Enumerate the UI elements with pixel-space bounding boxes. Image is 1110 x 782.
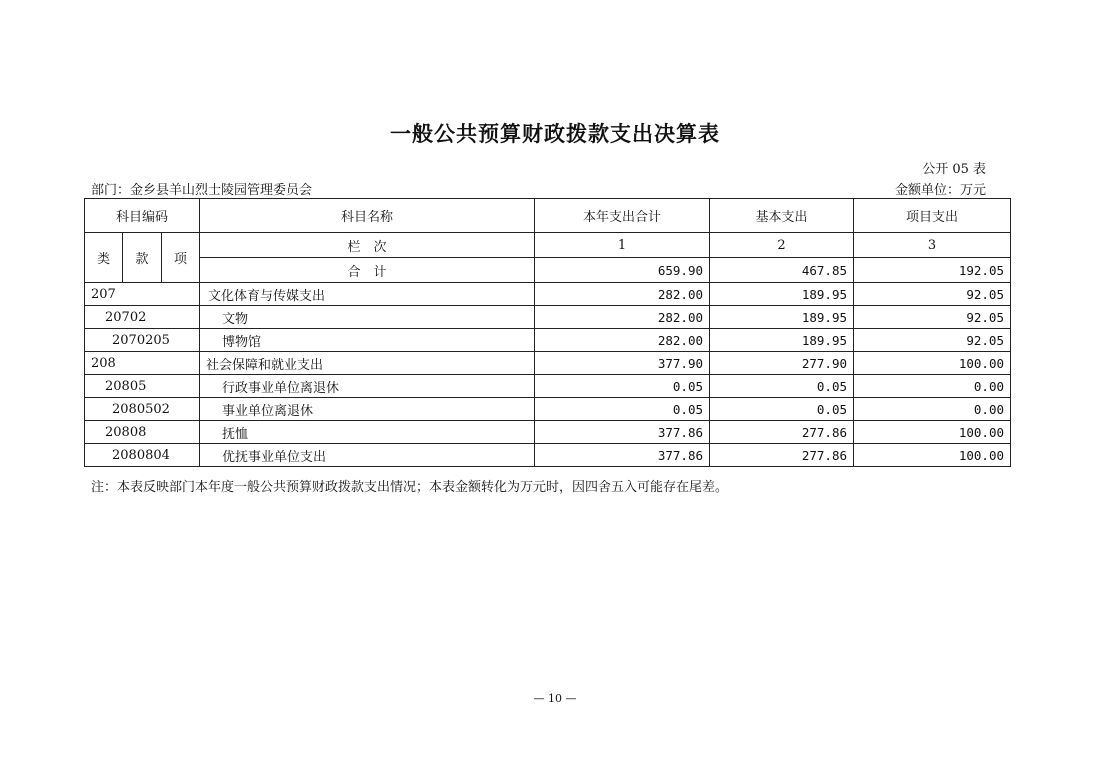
page-title: 一般公共预算财政拨款支出决算表 (390, 121, 720, 146)
row-code: 208 (85, 352, 200, 375)
row-project: 92.05 (854, 306, 1011, 329)
form-number: 公开 05 表 (922, 162, 986, 177)
row-basic: 277.90 (710, 352, 854, 375)
row-total: 377.86 (535, 444, 710, 467)
table-row (85, 352, 1011, 375)
table-row (85, 306, 1011, 329)
row-basic: 0.05 (710, 398, 854, 421)
row-code: 207 (85, 283, 200, 306)
row-code: 20805 (85, 375, 200, 398)
col-index-1: 1 (535, 233, 710, 258)
row-name: 社会保障和就业支出 (200, 352, 535, 375)
subject-code-header: 科目编码 (85, 199, 200, 233)
lei-header: 类 (85, 233, 123, 283)
row-code: 20808 (85, 421, 200, 444)
row-total: 282.00 (535, 329, 710, 352)
row-project: 0.00 (854, 375, 1011, 398)
table-row (85, 444, 1011, 467)
sum-basic: 467.85 (710, 258, 854, 283)
total-header: 本年支出合计 (535, 199, 710, 233)
col-index-2: 2 (710, 233, 854, 258)
row-total: 377.86 (535, 421, 710, 444)
row-project: 92.05 (854, 283, 1011, 306)
row-name: 博物馆 (200, 329, 535, 352)
row-basic: 189.95 (710, 306, 854, 329)
row-code: 2080804 (85, 444, 200, 467)
row-project: 100.00 (854, 444, 1011, 467)
row-basic: 189.95 (710, 283, 854, 306)
row-name: 行政事业单位离退休 (200, 375, 535, 398)
row-code: 2070205 (85, 329, 200, 352)
row-name: 文物 (200, 306, 535, 329)
sum-total: 659.90 (535, 258, 710, 283)
row-project: 0.00 (854, 398, 1011, 421)
row-code: 2080502 (85, 398, 200, 421)
row-name: 优抚事业单位支出 (200, 444, 535, 467)
row-project: 100.00 (854, 421, 1011, 444)
row-name: 事业单位离退休 (200, 398, 535, 421)
row-basic: 0.05 (710, 375, 854, 398)
row-basic: 189.95 (710, 329, 854, 352)
page-number: — 10 — (533, 692, 577, 705)
unit-label: 金额单位：万元 (894, 183, 986, 198)
table-row (85, 375, 1011, 398)
header-row (85, 199, 1011, 233)
project-header: 项目支出 (854, 199, 1011, 233)
basic-header: 基本支出 (710, 199, 854, 233)
table-row (85, 329, 1011, 352)
row-total: 282.00 (535, 283, 710, 306)
row-total: 0.05 (535, 398, 710, 421)
row-name: 抚恤 (200, 421, 535, 444)
kuan-header: 款 (123, 233, 162, 283)
department-label: 部门：金乡县羊山烈士陵园管理委员会 (91, 183, 313, 198)
table-row (85, 421, 1011, 444)
row-basic: 277.86 (710, 444, 854, 467)
col-index-3: 3 (854, 233, 1011, 258)
row-total: 377.90 (535, 352, 710, 375)
sum-label: 合 计 (200, 258, 535, 283)
row-basic: 277.86 (710, 421, 854, 444)
row-project: 92.05 (854, 329, 1011, 352)
subject-name-header: 科目名称 (200, 199, 535, 233)
row-total: 0.05 (535, 375, 710, 398)
sum-row (85, 258, 1011, 283)
row-total: 282.00 (535, 306, 710, 329)
sum-project: 192.05 (854, 258, 1011, 283)
row-name: 文化体育与传媒支出 (200, 283, 535, 306)
footnote: 注：本表反映部门本年度一般公共预算财政拨款支出情况；本表金额转化为万元时，因四舍五入可能存在尾差。 (91, 480, 729, 495)
row-project: 100.00 (854, 352, 1011, 375)
column-label: 栏 次 (200, 233, 535, 258)
table-row (85, 283, 1011, 306)
row-code: 20702 (85, 306, 200, 329)
expenditure-table (84, 198, 1011, 467)
column-index-row (85, 233, 1011, 258)
xiang-header: 项 (162, 233, 200, 283)
table-row (85, 398, 1011, 421)
